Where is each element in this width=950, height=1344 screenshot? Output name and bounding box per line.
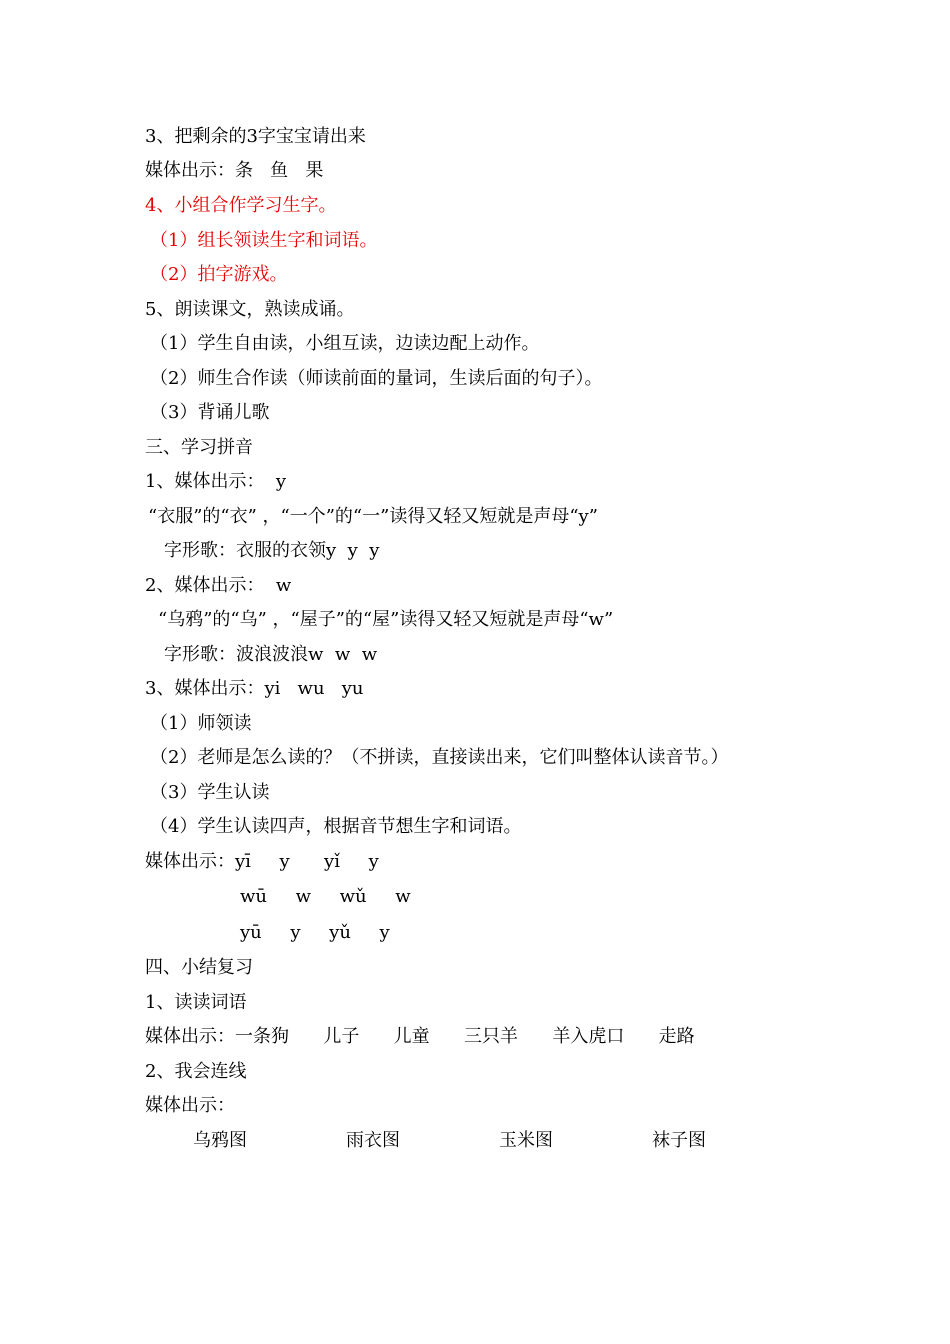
picture-label: 玉米图 (499, 1130, 553, 1151)
picture-label: 袜子图 (652, 1130, 706, 1151)
text-line: 5、朗读课文，熟读成诵。 (145, 299, 355, 320)
picture-label: 雨衣图 (346, 1130, 400, 1151)
text-line: （4）学生认读四声，根据音节想生字和词语。 (150, 816, 522, 837)
text-line: 2、我会连线 (145, 1061, 247, 1082)
text-line: 1、读读词语 (145, 992, 247, 1013)
text-line: （2）老师是怎么读的？（不拼读，直接读出来，它们叫整体认读音节。） (150, 747, 729, 768)
text-line: （3）学生认读 (150, 782, 270, 803)
text-line: （3）背诵儿歌 (150, 402, 270, 423)
text-line: 媒体出示：yī y yǐ y (145, 851, 379, 872)
text-line: “乌鸦”的“乌” ，“屋子”的“屋”读得又轻又短就是声母“w” (158, 609, 614, 630)
text-line: 媒体出示：一条狗 儿子 儿童 三只羊 羊入虎口 走路 (145, 1026, 695, 1047)
text-line: （2）师生合作读（师读前面的量词，生读后面的句子）。 (150, 368, 603, 389)
text-line: 3、媒体出示：yi wu yu (145, 678, 364, 699)
section-heading: 三、学习拼音 (145, 437, 253, 458)
text-line-highlight: 4、小组合作学习生字。 (145, 195, 337, 216)
text-line: wū w wǔ w (240, 886, 411, 907)
text-line-highlight: （1）组长领读生字和词语。 (150, 230, 378, 251)
picture-label: 乌鸦图 (193, 1130, 247, 1151)
text-line: 媒体出示：条 鱼 果 (145, 160, 324, 181)
text-line: （1）学生自由读，小组互读，边读边配上动作。 (150, 333, 540, 354)
text-line: 字形歌：衣服的衣领y y y (164, 540, 380, 561)
text-line-highlight: （2）拍字游戏。 (150, 264, 288, 285)
text-line: 2、媒体出示： w (145, 575, 292, 596)
section-heading: 四、小结复习 (145, 957, 253, 978)
text-line: 媒体出示： (145, 1095, 235, 1116)
text-line: （1）师领读 (150, 713, 252, 734)
text-line: yū y yǔ y (240, 922, 390, 943)
text-line: 字形歌：波浪波浪w w w (164, 644, 378, 665)
text-line: “衣服”的“衣” ，“一个”的“一”读得又轻又短就是声母“y” (148, 506, 598, 527)
text-line: 3、把剩余的3字宝宝请出来 (145, 126, 366, 147)
text-line: 1、媒体出示： y (145, 471, 287, 492)
